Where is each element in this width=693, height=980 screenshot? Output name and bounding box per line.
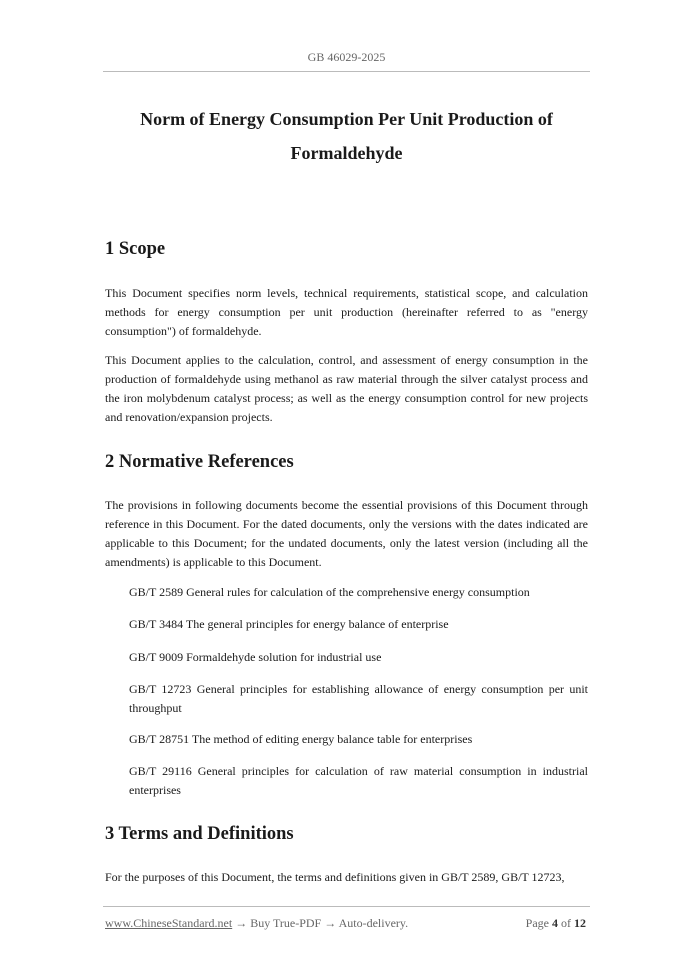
arrow-right-icon: → [235, 916, 248, 930]
reference-item: GB/T 12723 General principles for establishing allowance of energy consumption per unit throughput [129, 682, 588, 715]
document-title [103, 102, 590, 170]
reference-item: GB/T 29116 General principles for calculation of raw material consumption in industrial enterprises [129, 764, 588, 797]
normative-references-paragraph: The provisions in following documents become the essential provisions of this Document through reference in this Document. For the dated documents, only the versions with the dates indicated are applicable to this Document; for the undated documents, only the latest version (including all the amendments) is applicable to this Document. [105, 498, 588, 569]
header-divider [103, 71, 590, 72]
current-page-number: 4 [552, 916, 558, 930]
footer-divider [103, 906, 590, 907]
terms-paragraph: For the purposes of this Document, the terms and definitions given in GB/T 2589, GB/T 12723, [105, 870, 565, 884]
page-label: Page [525, 916, 549, 930]
reference-item: GB/T 28751 The method of editing energy balance table for enterprises [129, 732, 473, 746]
arrow-right-icon: → [324, 916, 337, 930]
scope-paragraph-1: This Document specifies norm levels, technical requirements, statistical scope, and calculation methods for energy consumption per unit production (hereinafter referred to as "energy consumption") of formaldehyde. [105, 286, 588, 338]
chinesestandard-link[interactable]: www.ChineseStandard.net [105, 916, 233, 930]
reference-item: GB/T 3484 The general principles for energy balance of enterprise [129, 617, 449, 631]
scope-paragraph-2: This Document applies to the calculation, control, and assessment of energy consumption in the production of formaldehyde using methanol as raw material through the silver catalyst process and the iron molybdenum catalyst process; as well as the energy consumption control for new projects and renovation/expansion projects. [105, 353, 588, 424]
reference-item: GB/T 9009 Formaldehyde solution for industrial use [129, 650, 382, 664]
of-label: of [561, 916, 571, 930]
title-line-2: Formaldehyde [290, 143, 403, 163]
reference-item: GB/T 2589 General rules for calculation of the comprehensive energy consumption [129, 585, 530, 599]
auto-delivery-text: Auto-delivery. [338, 916, 409, 930]
page-indicator [526, 916, 586, 931]
section-heading-terms-definitions: 3 Terms and Definitions [105, 824, 294, 844]
total-pages-number: 12 [574, 916, 586, 930]
document-id-header: GB 46029-2025 [307, 50, 386, 64]
title-line-1: Norm of Energy Consumption Per Unit Production of [140, 109, 553, 129]
footer-promo [105, 916, 408, 931]
buy-true-pdf-text: Buy True-PDF [250, 916, 322, 930]
section-heading-scope: 1 Scope [105, 239, 166, 259]
section-heading-normative-references: 2 Normative References [105, 452, 294, 472]
